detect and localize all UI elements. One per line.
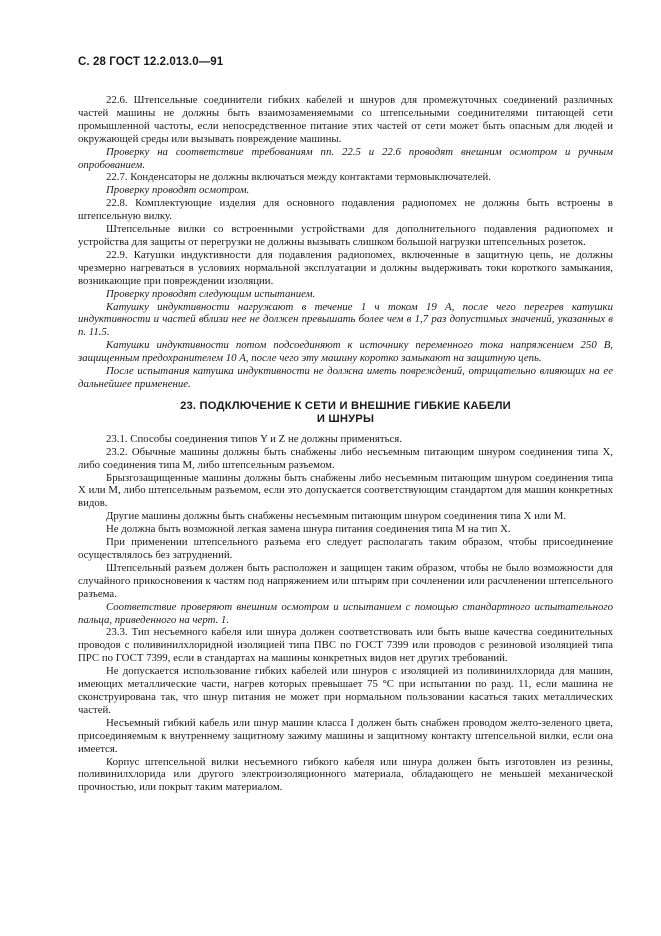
paragraph: Несъемный гибкий кабель или шнур машин класса I должен быть снабжен проводом желто-зеленого цвета, присоединяемым к внутреннему защитному зажиму машины и защитному контакту штепсельной вилки, если она имеется. bbox=[78, 716, 613, 755]
paragraph: Катушку индуктивности нагружают в течение 1 ч током 19 А, после чего перегрев катушки индуктивности и частей вблизи нее не должен превышать более чем в 1,7 раз допустимых значений, указанных в п. 11.5. bbox=[78, 300, 613, 339]
paragraph: После испытания катушка индуктивности не должна иметь повреждений, отрицательно влияющих на ее дальнейшее применение. bbox=[78, 365, 613, 390]
paragraph: 22.9. Катушки индуктивности для подавления радиопомех, включенные в защитную цепь, не должны чрезмерно нагреваться в условиях нормальной эксплуатации и должны выдерживать токи короткого замыкания, возникающие при повреждении изоляции. bbox=[78, 248, 613, 287]
page-header: С. 28 ГОСТ 12.2.013.0—91 bbox=[78, 56, 224, 68]
paragraph: 22.8. Комплектующие изделия для основного подавления радиопомех не должны быть встроены в штепсельную вилку. bbox=[78, 197, 613, 223]
paragraph: Проверку на соответствие требованиям пп. 22.5 и 22.6 проводят внешним осмотром и ручным опробованием. bbox=[78, 145, 613, 171]
paragraph: 23.1. Способы соединения типов Y и Z не должны применяться. bbox=[106, 432, 402, 445]
paragraph: Проверку проводят осмотром. bbox=[106, 184, 250, 197]
document-body bbox=[78, 94, 613, 794]
section-heading-line1: 23. ПОДКЛЮЧЕНИЕ К СЕТИ И ВНЕШНИЕ ГИБКИЕ КАБЕЛИ bbox=[180, 399, 511, 412]
paragraph: 22.7. Конденсаторы не должны включаться между контактами термовыключателей. bbox=[106, 171, 491, 184]
section-heading-line2: И ШНУРЫ bbox=[316, 412, 375, 425]
paragraph: Брызгозащищенные машины должны быть снабжены либо несъемным питающим шнуром соединения типа X или M, либо штепсельным разъемом, если это допускается соответствующим стандартом для машин конкретных видов. bbox=[78, 471, 613, 510]
bottom-paragraphs bbox=[78, 433, 613, 794]
paragraph: Проверку проводят следующим испытанием. bbox=[106, 287, 316, 300]
paragraph: Катушки индуктивности потом подсоединяют к источнику переменного тока напряжением 250 В, защищенным предохранителем 10 А, после чего эту машину коротко замыкают на защитную цепь. bbox=[78, 339, 613, 365]
paragraph: Штепсельные вилки со встроенными устройствами для дополнительного подавления радиопомех и устройства для защиты от перегрузки не должны вызывать слишком большой нагрузки штепсельных розеток. bbox=[78, 223, 613, 248]
top-paragraphs bbox=[78, 94, 613, 391]
paragraph: Штепсельный разъем должен быть расположен и защищен таким образом, чтобы не было возможности для случайного прикосновения к частям под напряжением или штырям при сочленении или расчленении штепсельного разъема. bbox=[78, 561, 613, 600]
paragraph: При применении штепсельного разъема его следует располагать таким образом, чтобы присоединение осуществлялось без затруднений. bbox=[78, 536, 613, 561]
paragraph: 22.6. Штепсельные соединители гибких кабелей и шнуров для промежуточных соединений различных частей машины не должны быть взаимозаменяемыми со штепсельными соединителями питающей сети промышленной частоты, если непосредственное питание этих частей от сети может быть опасным для людей и окружающей среды или вызывать повреждение машины. bbox=[78, 94, 613, 145]
paragraph: Не должна быть возможной легкая замена шнура питания соединения типа M на тип X. bbox=[106, 523, 511, 536]
paragraph: 23.2. Обычные машины должны быть снабжены либо несъемным питающим шнуром соединения типа X, либо соединения типа M, либо штепсельным разъемом. bbox=[78, 445, 613, 471]
paragraph: Соответствие проверяют внешним осмотром и испытанием с помощью стандартного испытательного пальца, приведенного на черт. 1. bbox=[78, 600, 613, 626]
paragraph: 23.3. Тип несъемного кабеля или шнура должен соответствовать или быть выше качества соединительных проводов с поливинилхлоридной изоляцией типа ПВС по ГОСТ 7399 или проводов с резиновой изоляцией типа ПРС по ГОСТ 7399, если в стандартах на машины конкретных видов нет других требований. bbox=[78, 626, 613, 665]
paragraph: Не допускается использование гибких кабелей или шнуров с изоляцией из поливинилхлорида для машин, имеющих металлические части, нагрев которых превышает 75 °С при испытании по разд. 11, если машина не сконструирована так, что шнур питания не может при нормальном пользовании касаться таких металлических частей. bbox=[78, 665, 613, 716]
paragraph: Корпус штепсельной вилки несъемного гибкого кабеля или шнура должен быть изготовлен из резины, поливинилхлорида или другого электроизоляционного материала, обладающего не меньшей механической прочностью, или покрыт таким материалом. bbox=[78, 755, 613, 794]
section-heading bbox=[78, 400, 613, 426]
paragraph: Другие машины должны быть снабжены несъемным питающим шнуром соединения типа X или M. bbox=[106, 510, 567, 523]
